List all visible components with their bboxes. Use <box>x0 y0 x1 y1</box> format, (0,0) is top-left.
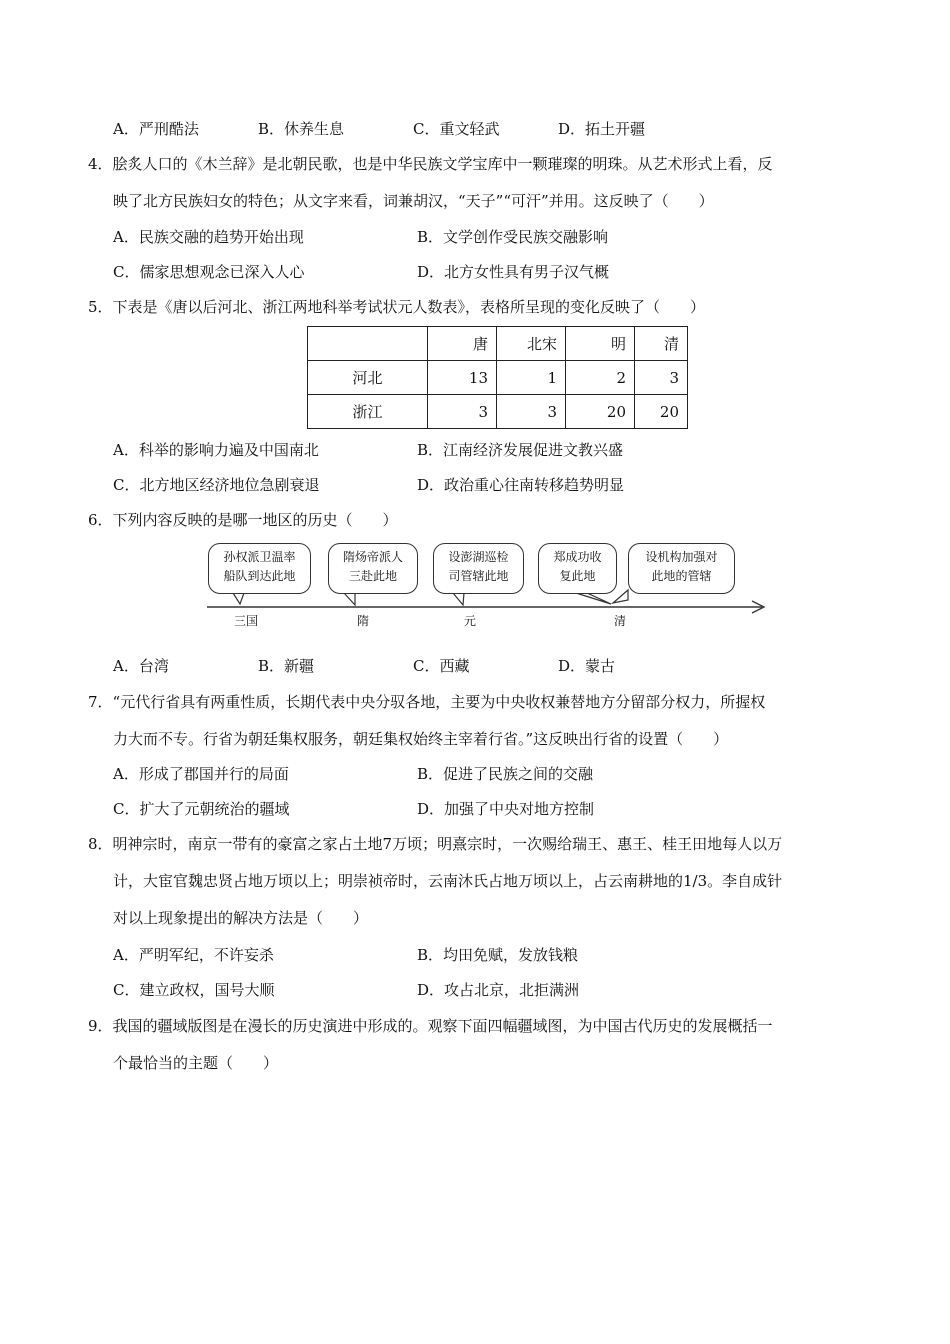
callout-pointer <box>453 593 464 605</box>
q3-option-c[interactable]: C．重文轻武 <box>413 120 500 138</box>
callout-pointer <box>576 593 611 604</box>
callout-pointer <box>344 593 355 605</box>
q4-option-a[interactable]: A．民族交融的趋势开始出现 <box>113 228 304 246</box>
timeline-label-yuan: 元 <box>464 614 477 628</box>
timeline-event-text: 隋炀帝派人 <box>342 550 403 564</box>
q8-stem-line3: 对以上现象提出的解决方法是（ ） <box>113 909 369 927</box>
q3-option-a[interactable]: A．严刑酷法 <box>113 120 199 138</box>
timeline-event-box <box>208 543 311 594</box>
table-cell: 3 <box>428 395 497 429</box>
q8-option-b[interactable]: B．均田免赋，发放钱粮 <box>417 946 579 964</box>
q7-stem-line1: 7．“元代行省具有两重性质，长期代表中央分驭各地，主要为中央收权兼替地方分留部分权力，所握权 <box>88 693 766 711</box>
timeline-event-text: 复此地 <box>559 569 596 583</box>
timeline-event-box <box>538 543 617 594</box>
callout-pointer <box>233 593 244 604</box>
q9-stem-line2: 个最恰当的主题（ ） <box>113 1054 279 1072</box>
q3-option-b[interactable]: B．休养生息 <box>258 120 345 138</box>
q7-option-a[interactable]: A．形成了郡国并行的局面 <box>113 765 289 783</box>
table-cell: 3 <box>497 395 566 429</box>
q4-stem-line1: 4．脍炙人口的《木兰辞》是北朝民歌，也是中华民族文学宝库中一颗璀璨的明珠。从艺术形式上看，反 <box>88 155 773 173</box>
timeline-label-sanguo: 三国 <box>234 614 259 628</box>
q5-option-c[interactable]: C．北方地区经济地位急剧衰退 <box>113 476 320 494</box>
q6-option-d[interactable]: D．蒙古 <box>558 657 616 675</box>
q8-option-c[interactable]: C．建立政权，国号大顺 <box>113 981 275 999</box>
timeline-event-box <box>628 543 735 594</box>
q7-stem-line2: 力大而不专。行省为朝廷集权服务，朝廷集权始终主宰着行省。”这反映出行省的设置（ ） <box>113 730 729 748</box>
q4-stem-line2: 映了北方民族妇女的特色；从文字来看，词兼胡汉，“天子”“可汗”并用。这反映了（ ） <box>113 192 714 210</box>
table-cell: 明 <box>566 327 635 361</box>
q5-stem-line1: 5．下表是《唐以后河北、浙江两地科举考试状元人数表》，表格所呈现的变化反映了（ ） <box>88 298 706 316</box>
q8-stem-line1: 8．明神宗时，南京一带有的豪富之家占土地7万顷；明熹宗时，一次赐给瑞王、惠王、桂王田地每人以万 <box>88 835 783 853</box>
q7-option-c[interactable]: C．扩大了元朝统治的疆域 <box>113 800 290 818</box>
timeline-event-text: 三赴此地 <box>348 569 397 583</box>
q8-option-a[interactable]: A．严明军纪，不许妄杀 <box>113 946 274 964</box>
timeline-label-qing: 清 <box>614 614 627 628</box>
table-cell: 2 <box>566 361 635 395</box>
table-cell: 北宋 <box>497 327 566 361</box>
q3-option-d[interactable]: D．拓土开疆 <box>558 120 646 138</box>
timeline-event-text: 孙权派卫温率 <box>223 550 296 564</box>
q5-option-d[interactable]: D．政治重心往南转移趋势明显 <box>417 476 625 494</box>
timeline-event-text: 设机构加强对 <box>645 550 718 564</box>
table-cell: 清 <box>635 327 688 361</box>
timeline-event-text: 此地的管辖 <box>651 569 712 583</box>
q7-option-b[interactable]: B．促进了民族之间的交融 <box>417 765 594 783</box>
table-cell: 河北 <box>308 361 428 395</box>
q8-option-d[interactable]: D．攻占北京，北拒满洲 <box>417 981 580 999</box>
callout-pointer <box>613 590 628 603</box>
q4-option-b[interactable]: B．文学创作受民族交融影响 <box>417 228 609 246</box>
table-cell: 20 <box>635 395 688 429</box>
table-cell: 浙江 <box>308 395 428 429</box>
timeline-label-sui: 隋 <box>357 614 370 628</box>
table-cell: 1 <box>497 361 566 395</box>
q6-option-c[interactable]: C．西藏 <box>413 657 470 675</box>
q5-option-b[interactable]: B．江南经济发展促进文教兴盛 <box>417 441 624 459</box>
timeline-event-text: 司管辖此地 <box>448 569 509 583</box>
q9-stem-line1: 9．我国的疆域版图是在漫长的历史演进中形成的。观察下面四幅疆域图，为中国古代历史的发展概括一 <box>88 1017 773 1035</box>
q5-option-a[interactable]: A．科举的影响力遍及中国南北 <box>113 441 319 459</box>
timeline-event-box <box>433 543 524 594</box>
q4-option-c[interactable]: C．儒家思想观念已深入人心 <box>113 263 305 281</box>
timeline-event-text: 船队到达此地 <box>223 569 296 583</box>
timeline-event-text: 郑成功收 <box>553 550 602 564</box>
table-cell: 13 <box>428 361 497 395</box>
timeline-event-box <box>328 543 418 594</box>
table-cell: 20 <box>566 395 635 429</box>
q8-stem-line2: 计，大宦官魏忠贤占地万顷以上；明崇祯帝时，云南沐氏占地万顷以上，占云南耕地的1/3。李自成针 <box>113 872 783 890</box>
timeline-event-text: 设澎湖巡检 <box>448 550 509 564</box>
q6-option-a[interactable]: A．台湾 <box>113 657 169 675</box>
q6-option-b[interactable]: B．新疆 <box>258 657 315 675</box>
q6-stem-line1: 6．下列内容反映的是哪一地区的历史（ ） <box>88 511 398 529</box>
q7-option-d[interactable]: D．加强了中央对地方控制 <box>417 800 595 818</box>
table-cell: 唐 <box>428 327 497 361</box>
q4-option-d[interactable]: D．北方女性具有男子汉气概 <box>417 263 610 281</box>
table-cell: 3 <box>635 361 688 395</box>
